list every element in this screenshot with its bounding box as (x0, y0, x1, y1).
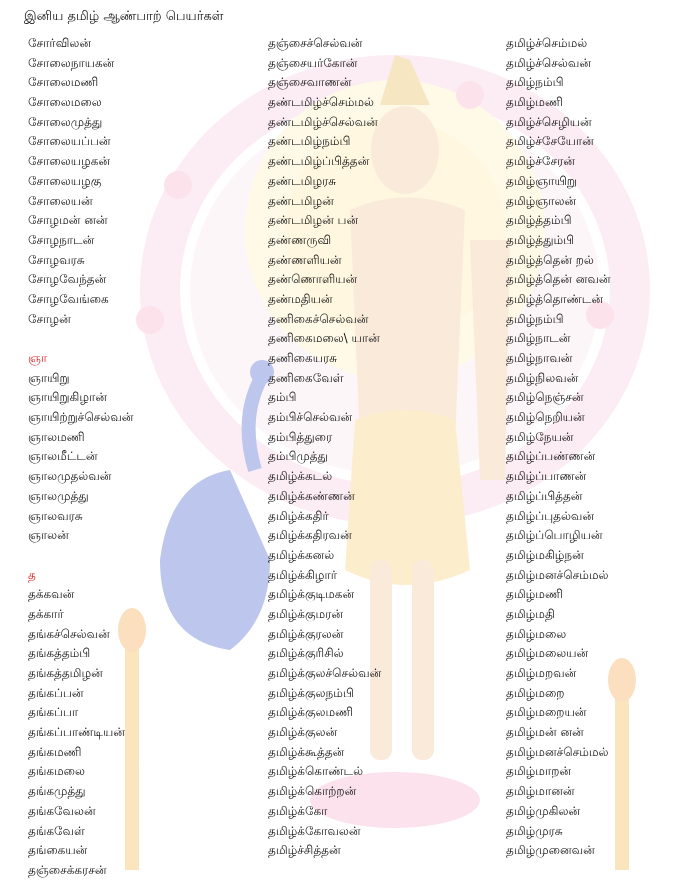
name-list-item: தமிழ்மலையன் (506, 646, 589, 661)
name-list-item: தமிழ்க்கொண்டல் (268, 764, 364, 779)
name-list-item: தமிழ்க்கூத்தன் (268, 744, 345, 759)
name-list-item: சோலைமுத்து (28, 114, 103, 129)
name-list-item: தமிழ்க்குலமணி (268, 705, 354, 720)
name-list-item: தமிழ்நேயன் (506, 429, 574, 444)
name-list-item: ஞாலவரசு (28, 508, 83, 523)
name-list-item: சோலைமலை (28, 95, 102, 110)
name-list-item: ஞாலமீட்டன் (28, 449, 98, 464)
name-list-item: தமிழ்த்தம்பி (506, 213, 572, 228)
name-list-item: தஞ்சைவாணன் (268, 75, 352, 90)
name-list-item: தமிழ்மகிழ்நன் (506, 547, 584, 562)
name-list-item: சோலைநாயகன் (28, 55, 115, 70)
name-list-item: தமிழ்க்குரிசில் (268, 646, 344, 661)
name-list-item: தமிழ்க்கண்ணன் (268, 488, 355, 503)
name-list-item: தங்கமலை (28, 764, 85, 779)
name-list-item: தமிழ்ப்பாணன் (506, 469, 587, 484)
name-list-item: தணிகைவேள் (268, 370, 344, 385)
section-letter-heading: ஞா (28, 351, 48, 365)
name-list-item: தமிழ்க்கனல் (268, 547, 335, 562)
name-list-item: சோழவேங்கை (28, 291, 109, 306)
blank-line (28, 546, 248, 566)
name-list-item: தமிழ்ச்சேரன் (506, 154, 575, 169)
name-list-item: சோலையழகு (28, 173, 102, 188)
name-list-item: சோலையன் (28, 193, 93, 208)
name-list-item: ஞாயிறு (28, 370, 70, 385)
name-list-item: சோழமன் னன் (28, 213, 108, 228)
name-list-item: தமிழ்க்கதிரவன் (268, 528, 352, 543)
name-list-item: தமிழ்ஞாலன் (506, 193, 577, 208)
name-list-item: தமிழ்முரசு (506, 823, 563, 838)
name-column-3 (506, 34, 681, 861)
name-list-item: தமிழ்மணி (506, 95, 563, 110)
name-list-item: ஞாயிறுகிழான் (28, 390, 107, 405)
name-list-item: தமிழ்மன் னன் (506, 725, 584, 740)
name-list-item: தஞ்சைச்செல்வன் (268, 36, 363, 50)
name-list-item: தண்டமிழ்ச்செம்மல் (268, 95, 375, 110)
name-list-item: தண்மதியன் (268, 291, 333, 306)
name-column-1 (28, 34, 248, 881)
section-letter-heading: த (28, 567, 36, 582)
name-list-item: ஞாலமுத்து (28, 488, 89, 503)
name-list-item: தங்கப்பாண்டியன் (28, 725, 125, 740)
name-list-item: தமிழ்முனைவன் (506, 843, 595, 858)
name-list-item: தண்ணளியன் (268, 252, 342, 267)
page-title: இனிய தமிழ் ஆண்பாற் பெயர்கள் (24, 9, 224, 24)
name-list-item: தமிழ்க்குரலன் (268, 626, 344, 641)
name-list-item: தம்பி (268, 390, 297, 405)
name-list-item: தமிழ்க்குலநம்பி (268, 685, 354, 700)
name-list-item: தமிழ்மானன் (506, 784, 575, 799)
name-list-item: சோலையழகன் (28, 154, 111, 169)
name-list-item: தண்டமிழரசு (268, 173, 337, 188)
name-list-item: தமிழ்மணி (506, 587, 563, 602)
name-list-item: தமிழ்க்குலச்செல்வன் (268, 666, 382, 680)
name-list-item: தமிழ்மறவன் (506, 666, 577, 680)
name-list-item: தமிழ்க்கதிர் (268, 508, 329, 523)
name-list-item: தமிழ்மனச்செம்மல் (506, 567, 609, 582)
name-list-item: தமிழ்க்கடல் (268, 469, 333, 484)
name-list-item: தமிழ்நம்பி (506, 75, 564, 90)
name-list-item: தம்பித்துரை (268, 429, 333, 444)
name-list-item: தங்கவேள் (28, 823, 85, 838)
name-list-item: தக்கவன் (28, 587, 75, 602)
name-list-item: தமிழ்மறை (506, 685, 565, 700)
name-list-item: தமிழ்க்கோ (268, 803, 328, 818)
name-list-item: தஞ்சைக்கரசன் (28, 862, 107, 877)
name-list-item: தமிழ்ச்செழியன் (506, 114, 592, 129)
name-list-item: சோழவேந்தன் (28, 272, 107, 287)
name-list-item: தங்கையன் (28, 843, 88, 858)
name-list-item: தமிழ்த்தென் னவன் (506, 272, 611, 287)
name-list-item: தண்டமிழ்ப்பித்தன் (268, 154, 370, 169)
name-list-item: தணிகைச்செல்வன் (268, 311, 369, 326)
name-list-item: ஞாயிற்றுச்செல்வன் (28, 410, 134, 425)
name-list-item: தண்டமிழ்நம்பி (268, 134, 351, 149)
name-list-item: தங்கப்பன் (28, 685, 84, 700)
name-list-item: தண்டமிழன் பன் (268, 213, 359, 228)
name-list-item: தண்ணொளியன் (268, 272, 358, 287)
name-list-item: தமிழ்நாடன் (506, 331, 571, 346)
name-list-item: சோழநாடன் (28, 232, 95, 247)
name-list-item: தம்பிச்செல்வன் (268, 410, 353, 425)
name-list-item: ஞாலன் (28, 528, 69, 543)
name-list-item: தங்கத்தமிழன் (28, 666, 103, 680)
name-list-item: சோழவரசு (28, 252, 85, 267)
name-list-item: தமிழ்மறையன் (506, 705, 587, 720)
name-list-item: தமிழ்க்குமரன் (268, 606, 344, 621)
name-list-item: சோர்விலன் (28, 36, 91, 50)
name-list-item: தண்டமிழன் (268, 193, 334, 208)
name-list-item: தமிழ்ப்பித்தன் (506, 488, 583, 503)
name-list-item: தமிழ்த்தொண்டன் (506, 291, 603, 306)
name-list-item: தமிழ்மனச்செம்மல் (506, 744, 609, 759)
name-list-item: ஞாலமுதல்வன் (28, 469, 112, 484)
name-list-item: தமிழ்ச்சேயோன் (506, 134, 594, 149)
name-list-item: தமிழ்மதி (506, 606, 555, 621)
name-list-item: தமிழ்ச்செம்மல் (506, 36, 588, 50)
name-list-item: தமிழ்க்கிழார் (268, 567, 337, 582)
name-list-item: தங்கவேலன் (28, 803, 96, 818)
name-list-item: தமிழ்முகிலன் (506, 803, 581, 818)
name-list-item: தமிழ்ச்சித்தன் (268, 843, 341, 858)
name-list-item: தணிகைமலை\ யான் (268, 331, 380, 346)
name-list-item: தணிகையரசு (268, 351, 338, 365)
name-list-item: தமிழ்க்கோவலன் (268, 823, 361, 838)
name-list-item: தமிழ்க்கொற்றன் (268, 784, 357, 799)
name-column-2 (268, 34, 498, 861)
name-list-item: தமிழ்மாறன் (506, 764, 572, 779)
name-list-item: தம்பிமுத்து (268, 449, 328, 464)
name-list-item: தமிழ்ப்புதல்வன் (506, 508, 595, 523)
name-list-item: தமிழ்நம்பி (506, 311, 564, 326)
name-list-item: சோலைமணி (28, 75, 99, 90)
name-list-item: சோழன் (28, 311, 71, 326)
name-list-item: தஞ்சையர்கோன் (268, 55, 358, 70)
name-list-item: தண்டமிழ்ச்செல்வன் (268, 114, 378, 129)
blank-line (28, 329, 248, 349)
name-list-item: தங்கமணி (28, 744, 82, 759)
name-list-item: தக்கார் (28, 606, 64, 621)
name-list-item: தமிழ்நெஞ்சன் (506, 390, 584, 405)
name-list-item: தங்கப்பா (28, 705, 79, 720)
name-list-item: தமிழ்ப்பொழியன் (506, 528, 603, 543)
name-list-item: தமிழ்க்குலன் (268, 725, 338, 740)
name-list-item: தமிழ்நிலவன் (506, 370, 579, 385)
name-list-item: தமிழ்த்தும்பி (506, 232, 575, 247)
name-list-item: ஞாலமணி (28, 429, 85, 444)
name-list-item: தமிழ்நெறியன் (506, 410, 585, 425)
name-list-item: தமிழ்ப்பண்ணன் (506, 449, 596, 464)
name-list-item: தமிழ்மலை (506, 626, 567, 641)
name-list-item: தமிழ்ஞாயிறு (506, 173, 577, 188)
name-list-item: தமிழ்க்குடிமகன் (268, 587, 355, 602)
name-list-item: தமிழ்நாவன் (506, 351, 573, 365)
name-list-item: தங்கச்செல்வன் (28, 626, 110, 641)
name-list-item: தமிழ்த்தென் றல் (506, 252, 594, 267)
name-list-item: தங்கமுத்து (28, 784, 86, 799)
name-list-item: சோலையப்பன் (28, 134, 111, 149)
name-list-item: தமிழ்ச்செல்வன் (506, 55, 591, 70)
name-list-item: தங்கத்தம்பி (28, 646, 91, 661)
name-list-item: தண்ணருவி (268, 232, 332, 247)
